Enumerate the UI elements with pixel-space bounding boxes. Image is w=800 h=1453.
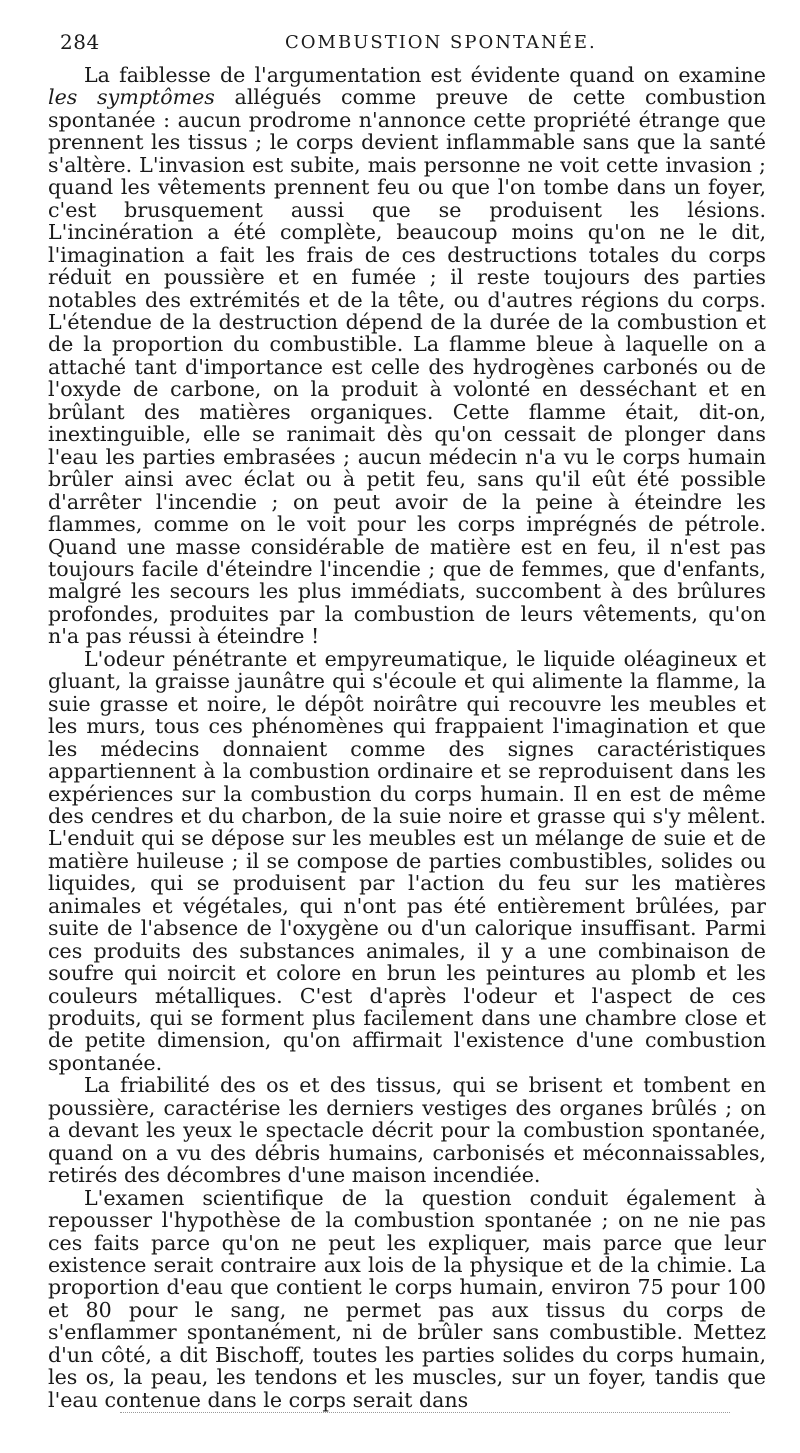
paragraph-friabilite: La friabilité des os et des tissus, qui se brisent et tombent en poussière, caractérise les derniers vestiges des organes brûlés ; on a devant les yeux le spectacle décrit pour la combustion spontanée, quand on a vu des débris humains, carbonisés et méconnaissables, retirés des décombres d'une maison incendiée. (48, 1073, 766, 1188)
footer-dotted-rule (120, 1412, 730, 1413)
page-number: 284 (60, 30, 100, 54)
emphasis-text: les symptômes (48, 85, 215, 110)
page-header (60, 30, 760, 66)
paragraph-text: allégués comme preuve de cette combustion spontanée : aucun prodrome n'annonce cette propriété étrange que prennent les tissus ; le corps devient inflammable sans que la santé s'altère. L'invasion est subite, mais personne ne voit cette invasion ; quand les vêtements prennent feu ou que l'on tombe dans un foyer, c'est brusquement aussi que se produisent les lésions. L'incinération a été complète, beaucoup moins qu'on ne le dit, l'imagination a fait les frais de ces destructions totales du corps réduit en poussière et en fumée ; il reste toujours des parties notables des extrémités et de la tête, ou d'autres régions du corps. L'étendue de la destruction dépend de la durée de la combustion et de la proportion du combustible. La flamme bleue à laquelle on a attaché tant d'importance est celle des hydrogènes carbonés ou de l'oxyde de carbone, on la produit à volonté en desséchant et en brûlant des matières organiques. Cette flamme était, dit-on, inextinguible, elle se ranimait dès qu'on cessait de plonger dans l'eau les parties embrasées ; aucun médecin n'a vu le corps humain brûler ainsi avec éclat ou à petit feu, sans qu'il eût été possible d'arrêter l'incendie ; on peut avoir de la peine à éteindre les flammes, comme on le voit pour les corps imprégnés de pétrole. Quand une masse considérable de matière est en feu, il n'est pas toujours facile d'éteindre l'incendie ; que de femmes, que d'enfants, malgré les secours les plus immédiats, succombent à des brûlures profondes, produites par la combustion de leurs vêtements, qu'on n'a pas réussi à éteindre ! (48, 85, 767, 649)
paragraph-odeur: L'odeur pénétrante et empyreumatique, le liquide oléagineux et gluant, la graisse jaunâtre qui s'écoule et qui alimente la flamme, la suie grasse et noire, le dépôt noirâtre qui recouvre les meubles et les murs, tous ces phénomènes qui frappaient l'imagination et que les médecins donnaient comme des signes caractéristiques appartiennent à la combustion ordinaire et se reproduisent dans les expériences sur la combustion du corps humain. Il en est de même des cendres et du charbon, de la suie noire et grasse qui s'y mêlent. L'enduit qui se dépose sur les meubles est un mélange de suie et de matière huileuse ; il se compose de parties combustibles, solides ou liquides, qui se produisent par l'action du feu sur les matières animales et végétales, qui n'ont pas été entièrement brûlées, par suite de l'absence de l'oxygène ou d'un calorique insuffisant. Parmi ces produits des substances animales, il y a une combinaison de soufre qui noircit et colore en brun les peintures au plomb et les couleurs métalliques. C'est d'après l'odeur et l'aspect de ces produits, qui se forment plus facilement dans une chambre close et de petite dimension, qu'on affirmait l'existence d'une combustion spontanée. (48, 646, 766, 1075)
running-title: COMBUSTION SPONTANÉE. (285, 32, 597, 53)
paragraph-examen: L'examen scientifique de la question conduit également à repousser l'hypothèse de la combustion spontanée ; on ne nie pas ces faits parce qu'on ne peut les expliquer, mais parce que leur existence serait contraire aux lois de la physique et de la chimie. La proportion d'eau que contient le corps humain, environ 75 pour 100 et 80 pour le sang, ne permet pas aux tissus du corps de s'enflammer spontanément, ni de brûler sans combustible. Mettez d'un côté, a dit Bischoff, toutes les parties solides du corps humain, les os, la peau, les tendons et les muscles, sur un foyer, tandis que l'eau contenue dans le corps serait dans (48, 1185, 766, 1412)
body-text (48, 64, 766, 1411)
paragraph-text: La faiblesse de l'argumentation est évidente quand on examine (84, 63, 766, 87)
paragraph-symptoms (48, 64, 766, 648)
